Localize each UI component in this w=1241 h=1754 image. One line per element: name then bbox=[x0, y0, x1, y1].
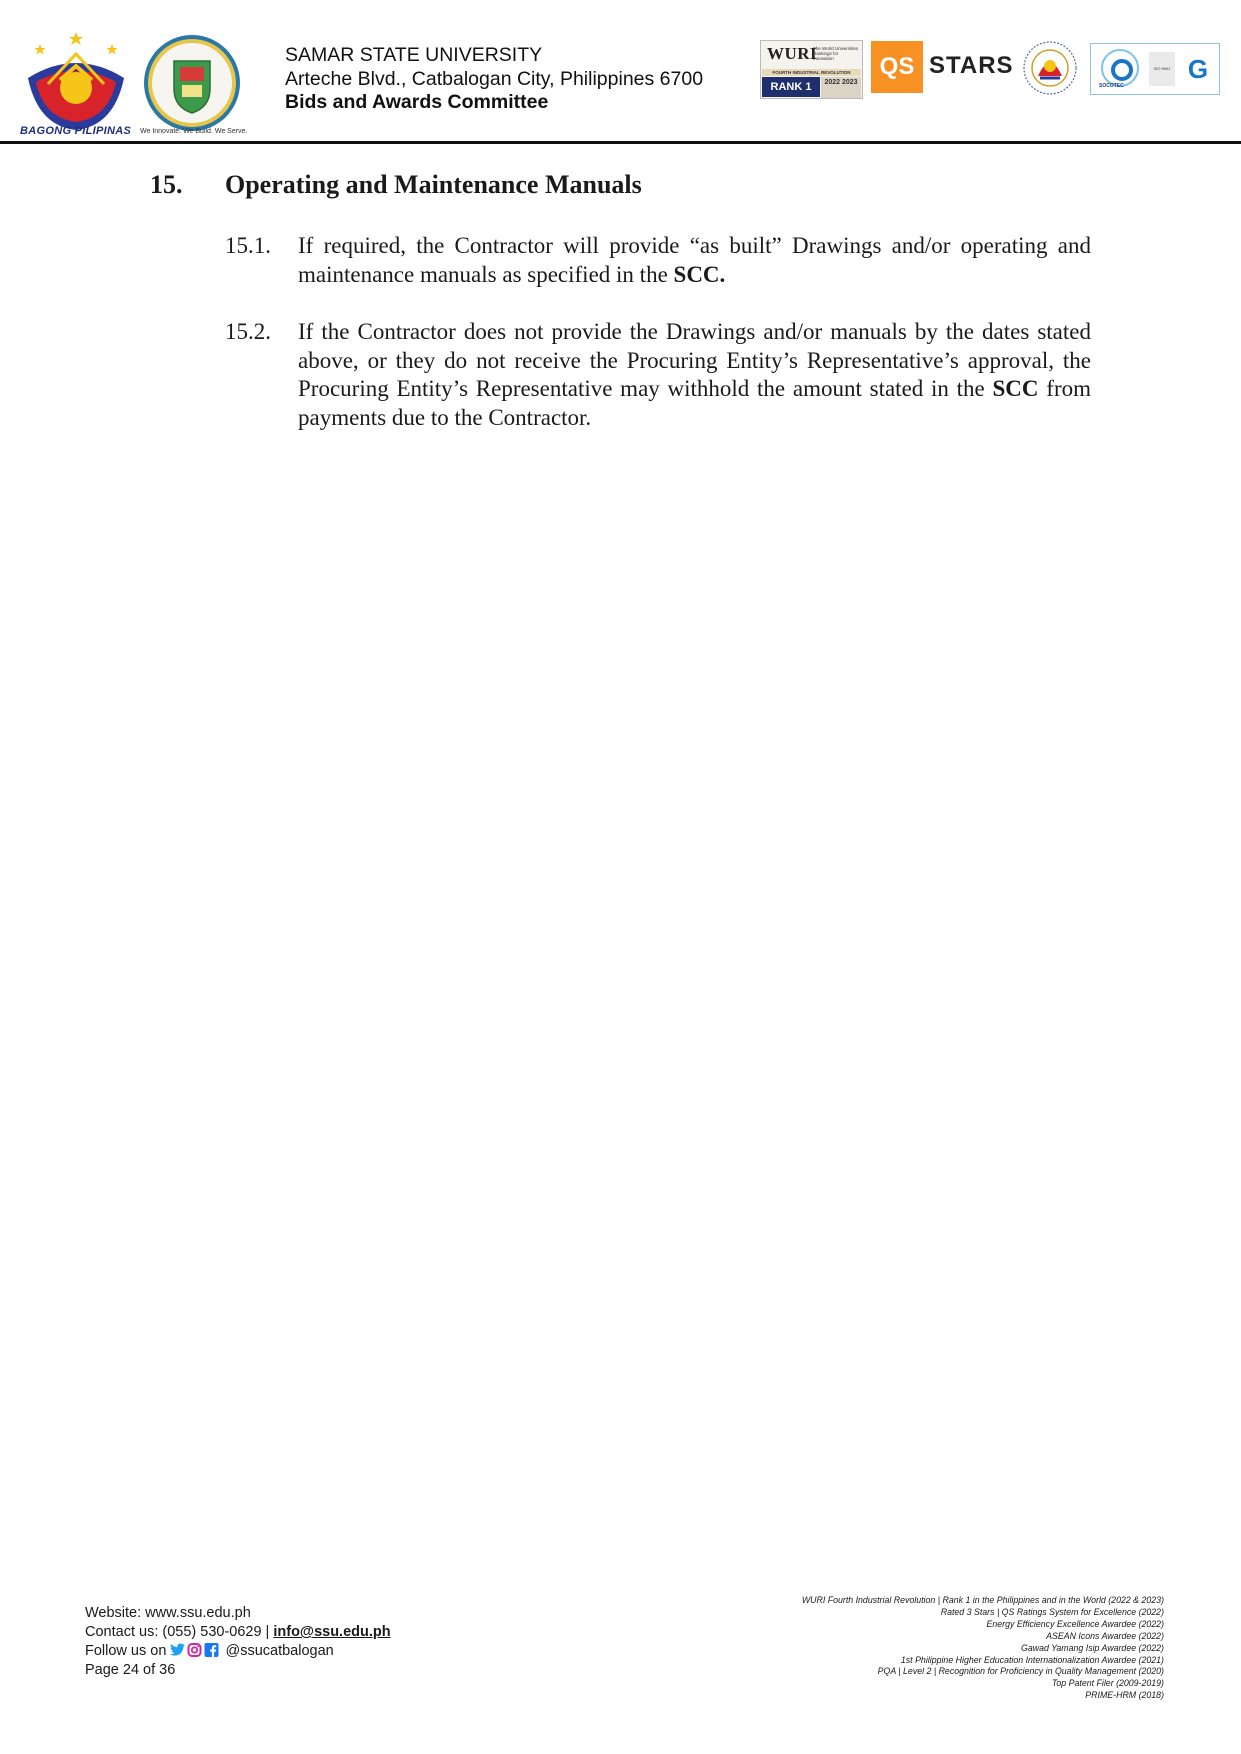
bagong-pilipinas-logo bbox=[18, 30, 134, 140]
twitter-icon[interactable] bbox=[170, 1643, 185, 1657]
clause-number: 15.2. bbox=[225, 319, 271, 344]
institution-block bbox=[285, 44, 703, 115]
page-number: Page 24 of 36 bbox=[85, 1662, 176, 1678]
website-line[interactable]: Website: www.ssu.edu.ph bbox=[85, 1605, 251, 1621]
social-handle[interactable]: @ssucatbalogan bbox=[225, 1643, 334, 1659]
award-line: 1st Philippine Higher Education Internationalization Awardee (2021) bbox=[900, 1654, 1164, 1665]
facebook-icon[interactable] bbox=[204, 1643, 219, 1657]
bagong-pilipinas-wordmark: BAGONG PILIPINAS bbox=[20, 125, 132, 137]
wuri-rank: RANK 1 bbox=[762, 77, 820, 97]
award-line: ASEAN Icons Awardee (2022) bbox=[1046, 1630, 1164, 1641]
institution-name: SAMAR STATE UNIVERSITY bbox=[285, 44, 543, 66]
award-line: Top Patent Filer (2009-2019) bbox=[1051, 1678, 1164, 1689]
socotec-iso-badge bbox=[1090, 43, 1220, 95]
footer-contact bbox=[85, 1604, 391, 1680]
award-line: Rated 3 Stars | QS Ratings System for Excellence (2022) bbox=[940, 1606, 1164, 1617]
clause-body bbox=[298, 318, 1091, 433]
instagram-icon[interactable] bbox=[187, 1643, 202, 1657]
ssu-tagline: We Innovate. We Build. We Serve. bbox=[140, 128, 248, 135]
letterhead bbox=[0, 0, 1241, 146]
scc-reference: SCC. bbox=[673, 261, 726, 287]
award-seal-icon bbox=[1022, 40, 1078, 96]
institution-address: Arteche Blvd., Catbalogan City, Philippines 6700 bbox=[285, 67, 704, 90]
award-line: WURI Fourth Industrial Revolution | Rank 1 in the Philippines and in the World (2022 & 2023) bbox=[801, 1595, 1164, 1605]
clause-number: 15.1. bbox=[225, 233, 271, 258]
ssu-seal bbox=[142, 33, 242, 133]
clause-body bbox=[298, 232, 1091, 289]
wuri-wordmark: WURI bbox=[767, 44, 818, 63]
qs-stars-wordmark: STARS bbox=[929, 52, 1014, 79]
office-name: Bids and Awards Committee bbox=[285, 91, 549, 113]
wuri-badge bbox=[760, 40, 863, 99]
wuri-years: 2022 2023 bbox=[821, 77, 861, 98]
clause-text-run: If required, the Contractor will provide “as built” Drawings and/or operating and maintenance manuals as specified in the bbox=[298, 233, 1091, 287]
award-line: Energy Efficiency Excellence Awardee (2022) bbox=[986, 1618, 1164, 1629]
qs-logo: QS bbox=[871, 41, 923, 93]
socotec-icon bbox=[1101, 49, 1139, 87]
wuri-band: FOURTH INDUSTRIAL REVOLUTION bbox=[762, 69, 861, 76]
follow-line bbox=[85, 1642, 391, 1661]
header-divider bbox=[0, 141, 1241, 144]
award-line: PRIME-HRM (2018) bbox=[1085, 1690, 1164, 1701]
follow-label: Follow us on bbox=[85, 1643, 167, 1659]
phone-text: Contact us: (055) 530-0629 | bbox=[85, 1624, 274, 1640]
scc-reference: SCC bbox=[992, 376, 1039, 402]
wuri-subtitle: The World Universities Rankings for Innovation bbox=[813, 46, 859, 61]
section-number: 15. bbox=[150, 170, 183, 199]
contact-line bbox=[85, 1623, 391, 1642]
socotec-wordmark: SOCOTEC bbox=[1099, 83, 1124, 89]
footer-awards bbox=[760, 1595, 1164, 1702]
iso-certificate-icon: ISO 9001 bbox=[1149, 52, 1175, 86]
section-title: Operating and Maintenance Manuals bbox=[225, 170, 642, 199]
clause-text-run: If the Contractor does not provide the Drawings and/or manuals by the dates stated above, or they do not receive the Procuring Entity’s Representative’s approval, the Procuring Entity’s Representative may withhold the amount stated in the bbox=[298, 319, 1091, 402]
certification-g-icon: G bbox=[1187, 54, 1209, 84]
email-link[interactable]: info@ssu.edu.ph bbox=[273, 1624, 391, 1640]
award-line: Gawad Yamang Isip Awardee (2022) bbox=[1021, 1642, 1164, 1653]
clause-text-run: from payments due to the Contractor. bbox=[298, 376, 1091, 431]
award-line: PQA | Level 2 | Recognition for Proficiency in Quality Management (2020) bbox=[877, 1666, 1164, 1677]
